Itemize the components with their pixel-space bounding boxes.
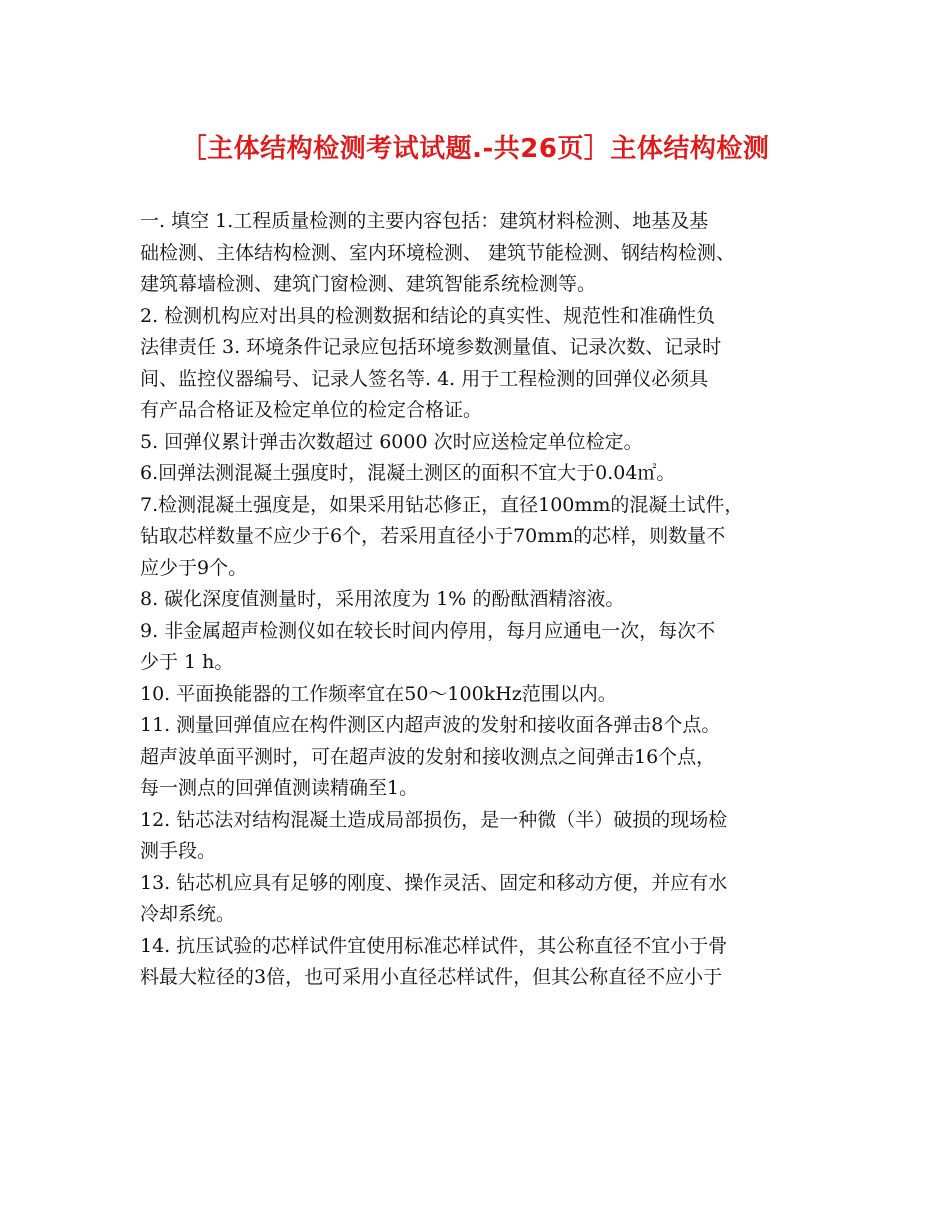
text-line: 建筑幕墙检测、建筑门窗检测、建筑智能系统检测等。: [140, 273, 597, 295]
text-line: 钻取芯样数量不应少于6个，若采用直径小于70mm的芯样，则数量不: [140, 525, 726, 547]
text-line: 础检测、主体结构检测、室内环境检测、 建筑节能检测、钢结构检测、: [140, 241, 736, 264]
text-line: 7.检测混凝土强度是，如果采用钻芯修正，直径100mm的混凝土试件，: [140, 493, 744, 516]
text-line: 6.回弹法测混凝土强度时，混凝土测区的面积不宜大于0.04㎡。: [140, 462, 676, 484]
text-line: 13. 钻芯机应具有足够的刚度、操作灵活、固定和移动方便，并应有水: [140, 871, 728, 894]
text-line: 9. 非金属超声检测仪如在较长时间内停用，每月应通电一次，每次不: [140, 619, 716, 642]
text-line: 间、监控仪器编号、记录人签名等. 4. 用于工程检测的回弹仪必须具: [140, 367, 709, 390]
text-line: 一. 填空 1.工程质量检测的主要内容包括：建筑材料检测、地基及基: [140, 210, 709, 232]
text-line: 每一测点的回弹值测读精确至1。: [140, 777, 419, 799]
text-line: 有产品合格证及检定单位的检定合格证。: [140, 399, 483, 421]
text-line: 少于 1 h。: [140, 651, 234, 673]
document-body: [140, 206, 820, 994]
text-line: 料最大粒径的3倍，也可采用小直径芯样试件，但其公称直径不应小于: [140, 966, 723, 988]
text-line: 5. 回弹仪累计弹击次数超过 6000 次时应送检定单位检定。: [140, 430, 643, 453]
text-line: 12. 钻芯法对结构混凝土造成局部损伤，是一种微（半）破损的现场检: [140, 808, 728, 831]
text-line: 法律责任 3. 环境条件记录应包括环境参数测量值、记录次数、记录时: [140, 336, 722, 358]
text-line: 11. 测量回弹值应在构件测区内超声波的发射和接收面各弹击8个点。: [140, 714, 721, 736]
text-line: 2. 检测机构应对出具的检测数据和结论的真实性、规范性和准确性负: [140, 304, 716, 327]
text-line: 应少于9个。: [140, 556, 248, 579]
text-line: 8. 碳化深度值测量时，采用浓度为 1% 的酚酞酒精溶液。: [140, 588, 625, 610]
text-line: 14. 抗压试验的芯样试件宜使用标准芯样试件，其公称直径不宜小于骨: [140, 934, 728, 957]
document-title: ［主体结构检测考试试题.-共26页］主体结构检测: [180, 134, 770, 164]
text-line: 10. 平面换能器的工作频率宜在50～100kHz范围以内。: [140, 682, 617, 705]
text-line: 测手段。: [140, 840, 217, 862]
text-line: 超声波单面平测时，可在超声波的发射和接收测点之间弹击16个点，: [140, 745, 716, 768]
text-line: 冷却系统。: [140, 903, 236, 925]
